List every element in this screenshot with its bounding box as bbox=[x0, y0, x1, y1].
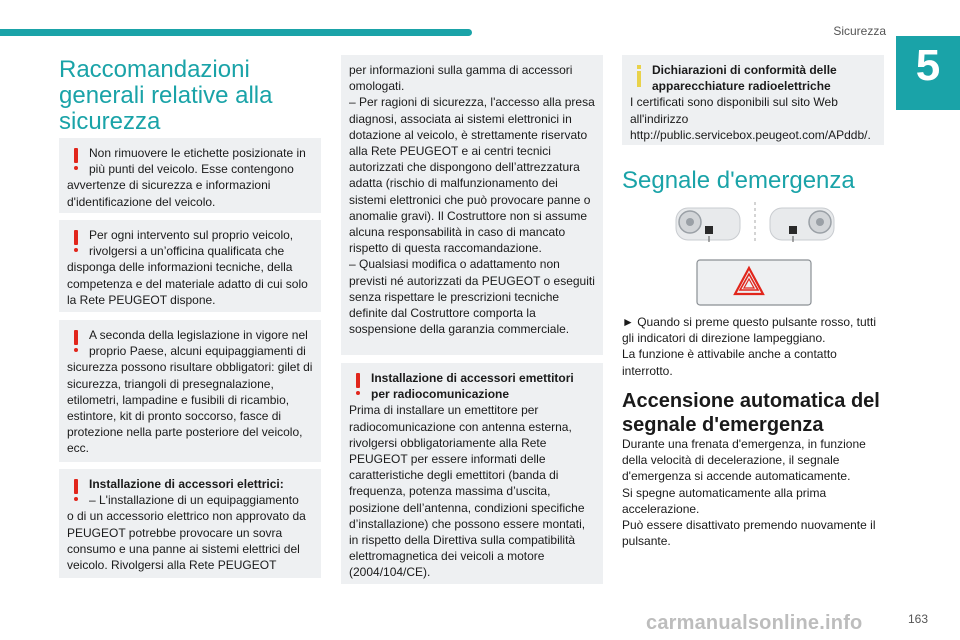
warning-icon bbox=[73, 148, 79, 170]
hazard-switch bbox=[697, 260, 811, 305]
warning-text-first: Non rimuovere le etichette posizionate in più punti del veicolo. Esse contengono bbox=[89, 146, 306, 177]
warning-icon bbox=[73, 479, 79, 501]
info-icon bbox=[636, 65, 642, 87]
section-heading: Segnale d'emergenza bbox=[622, 167, 855, 194]
info-box-conformity bbox=[622, 55, 884, 145]
section-title: Sicurezza bbox=[833, 24, 886, 38]
section-title-block bbox=[622, 168, 884, 194]
warning-heading: Installazione di accessori elettrici: bbox=[89, 477, 284, 491]
warning-text-rest: avvertenze di sicurezza e informazioni d'identificazione del veicolo. bbox=[67, 178, 271, 209]
info-text: I certificati sono disponibili sul sito Web all'indirizzo http://public.servicebox.peugeot.com/APddb/. bbox=[630, 95, 871, 142]
right-hand-drive-dashboard bbox=[770, 208, 834, 242]
watermark: carmanualsonline.info bbox=[646, 612, 863, 634]
warning-text-first: – L'installazione di un equipaggiamento bbox=[89, 493, 299, 508]
left-hand-drive-dashboard bbox=[676, 208, 740, 242]
auto-hazard-text-1: Durante una frenata d'emergenza, in funzione della velocità di decelerazione, il segnale d'emergenza si accende automaticamente. bbox=[622, 437, 866, 484]
warning-box-electrical-accessories bbox=[59, 469, 321, 578]
warning-text-rest: o di un accessorio elettrico non approvato da PEUGEOT potrebbe provocare un sovra consumo e una panne ai sistemi elettrici del veicolo. Rivolgersi alla Rete PEUGEOT bbox=[67, 509, 306, 573]
hazard-button-illustration bbox=[670, 200, 840, 310]
auto-hazard-description bbox=[622, 436, 884, 549]
warning-box-mandatory-equipment bbox=[59, 320, 321, 462]
diagnosis-warning-text: – Per ragioni di sicurezza, l'accesso alla presa diagnosi, associata ai sistemi elettronici in dotazione al veicolo, è strettamente riservato alla Rete PEUGEOT e ai centri tecnici autorizzati che dispongono dell’attrezzatura adatta (rischio di malfunzionamento dei sistemi elettronici che può provocare panne o anomalie gravi). Il Costruttore non si assume alcuna responsabilità in caso di mancato rispetto di questa raccomandazione. bbox=[349, 95, 595, 256]
warning-text-rest: sicurezza possono risultare obbligatori: gilet di sicurezza, triangoli di presegnalazione, etilometri, lampadine e fusibili di ricambio, estintore, kit di pronto soccorso, fasce di protezione nella parte posteriore del veicolo, ecc. bbox=[67, 360, 313, 456]
hazard-note-text: La funzione è attivabile anche a contatto interrotto. bbox=[622, 347, 837, 378]
auto-hazard-text-3: Può essere disattivato premendo nuovamente il pulsante. bbox=[622, 518, 876, 549]
warning-icon bbox=[355, 373, 361, 395]
hazard-instructions bbox=[622, 314, 884, 379]
warning-box-labels bbox=[59, 138, 321, 213]
col1-title-block bbox=[59, 57, 299, 135]
warning-text-first: A seconda della legislazione in vigore nel proprio Paese, alcuni equipaggiamenti di bbox=[89, 328, 308, 359]
page-number: 163 bbox=[907, 612, 928, 626]
chapter-tab bbox=[896, 36, 960, 110]
warning-icon bbox=[73, 230, 79, 252]
warning-icon bbox=[73, 330, 79, 352]
warning-heading: Installazione di accessori emettitori per radiocomunicazione bbox=[371, 371, 574, 402]
subsection-title-block bbox=[622, 389, 884, 437]
warning-text: Prima di installare un emettitore per radiocomunicazione con antenna esterna, rivolgersi obbligatoriamente alla Rete PEUGEOT per essere informati delle caratteristiche degli emettitori (banda di frequenza, potenza massima d’uscita, posizione dell’antenna, condizioni specifiche d’installazione) che possono essere montati, in rispetto della Direttiva sulla compatibilità elettromagnetica dei veicoli a motore (2004/104/CE). bbox=[349, 403, 586, 580]
warning-text-rest: disponga delle informazioni tecniche, della competenza e del materiale adatto di cui solo la Rete PEUGEOT dispone. bbox=[67, 260, 308, 307]
hazard-instruction-text: ► Quando si preme questo pulsante rosso, tutti gli indicatori di direzione lampeggiano. bbox=[622, 315, 877, 346]
continued-text: per informazioni sulla gamma di accessori omologati. bbox=[349, 63, 573, 94]
header-accent-bar bbox=[0, 29, 472, 36]
warning-box-continued bbox=[341, 55, 603, 355]
page-title: Raccomandazioni generali relative alla sicurezza bbox=[59, 56, 273, 135]
modification-warning-text: – Qualsiasi modifica o adattamento non previsti né autorizzati da PEUGEOT o eseguiti senza rispettare le prescrizioni tecniche definite dal Costruttore comporta la sospensione della garanzia commerciale. bbox=[349, 257, 595, 337]
info-heading: Dichiarazioni di conformità delle apparecchiature radioelettriche bbox=[652, 63, 837, 94]
subsection-heading: Accensione automatica del segnale d'emergenza bbox=[622, 390, 880, 436]
warning-box-radio-transmitters bbox=[341, 363, 603, 584]
warning-text-first: Per ogni intervento sul proprio veicolo, rivolgersi a un’officina qualificata che bbox=[89, 228, 294, 259]
chapter-number: 5 bbox=[915, 41, 941, 90]
auto-hazard-text-2: Si spegne automaticamente alla prima accelerazione. bbox=[622, 485, 827, 516]
warning-box-service bbox=[59, 220, 321, 312]
